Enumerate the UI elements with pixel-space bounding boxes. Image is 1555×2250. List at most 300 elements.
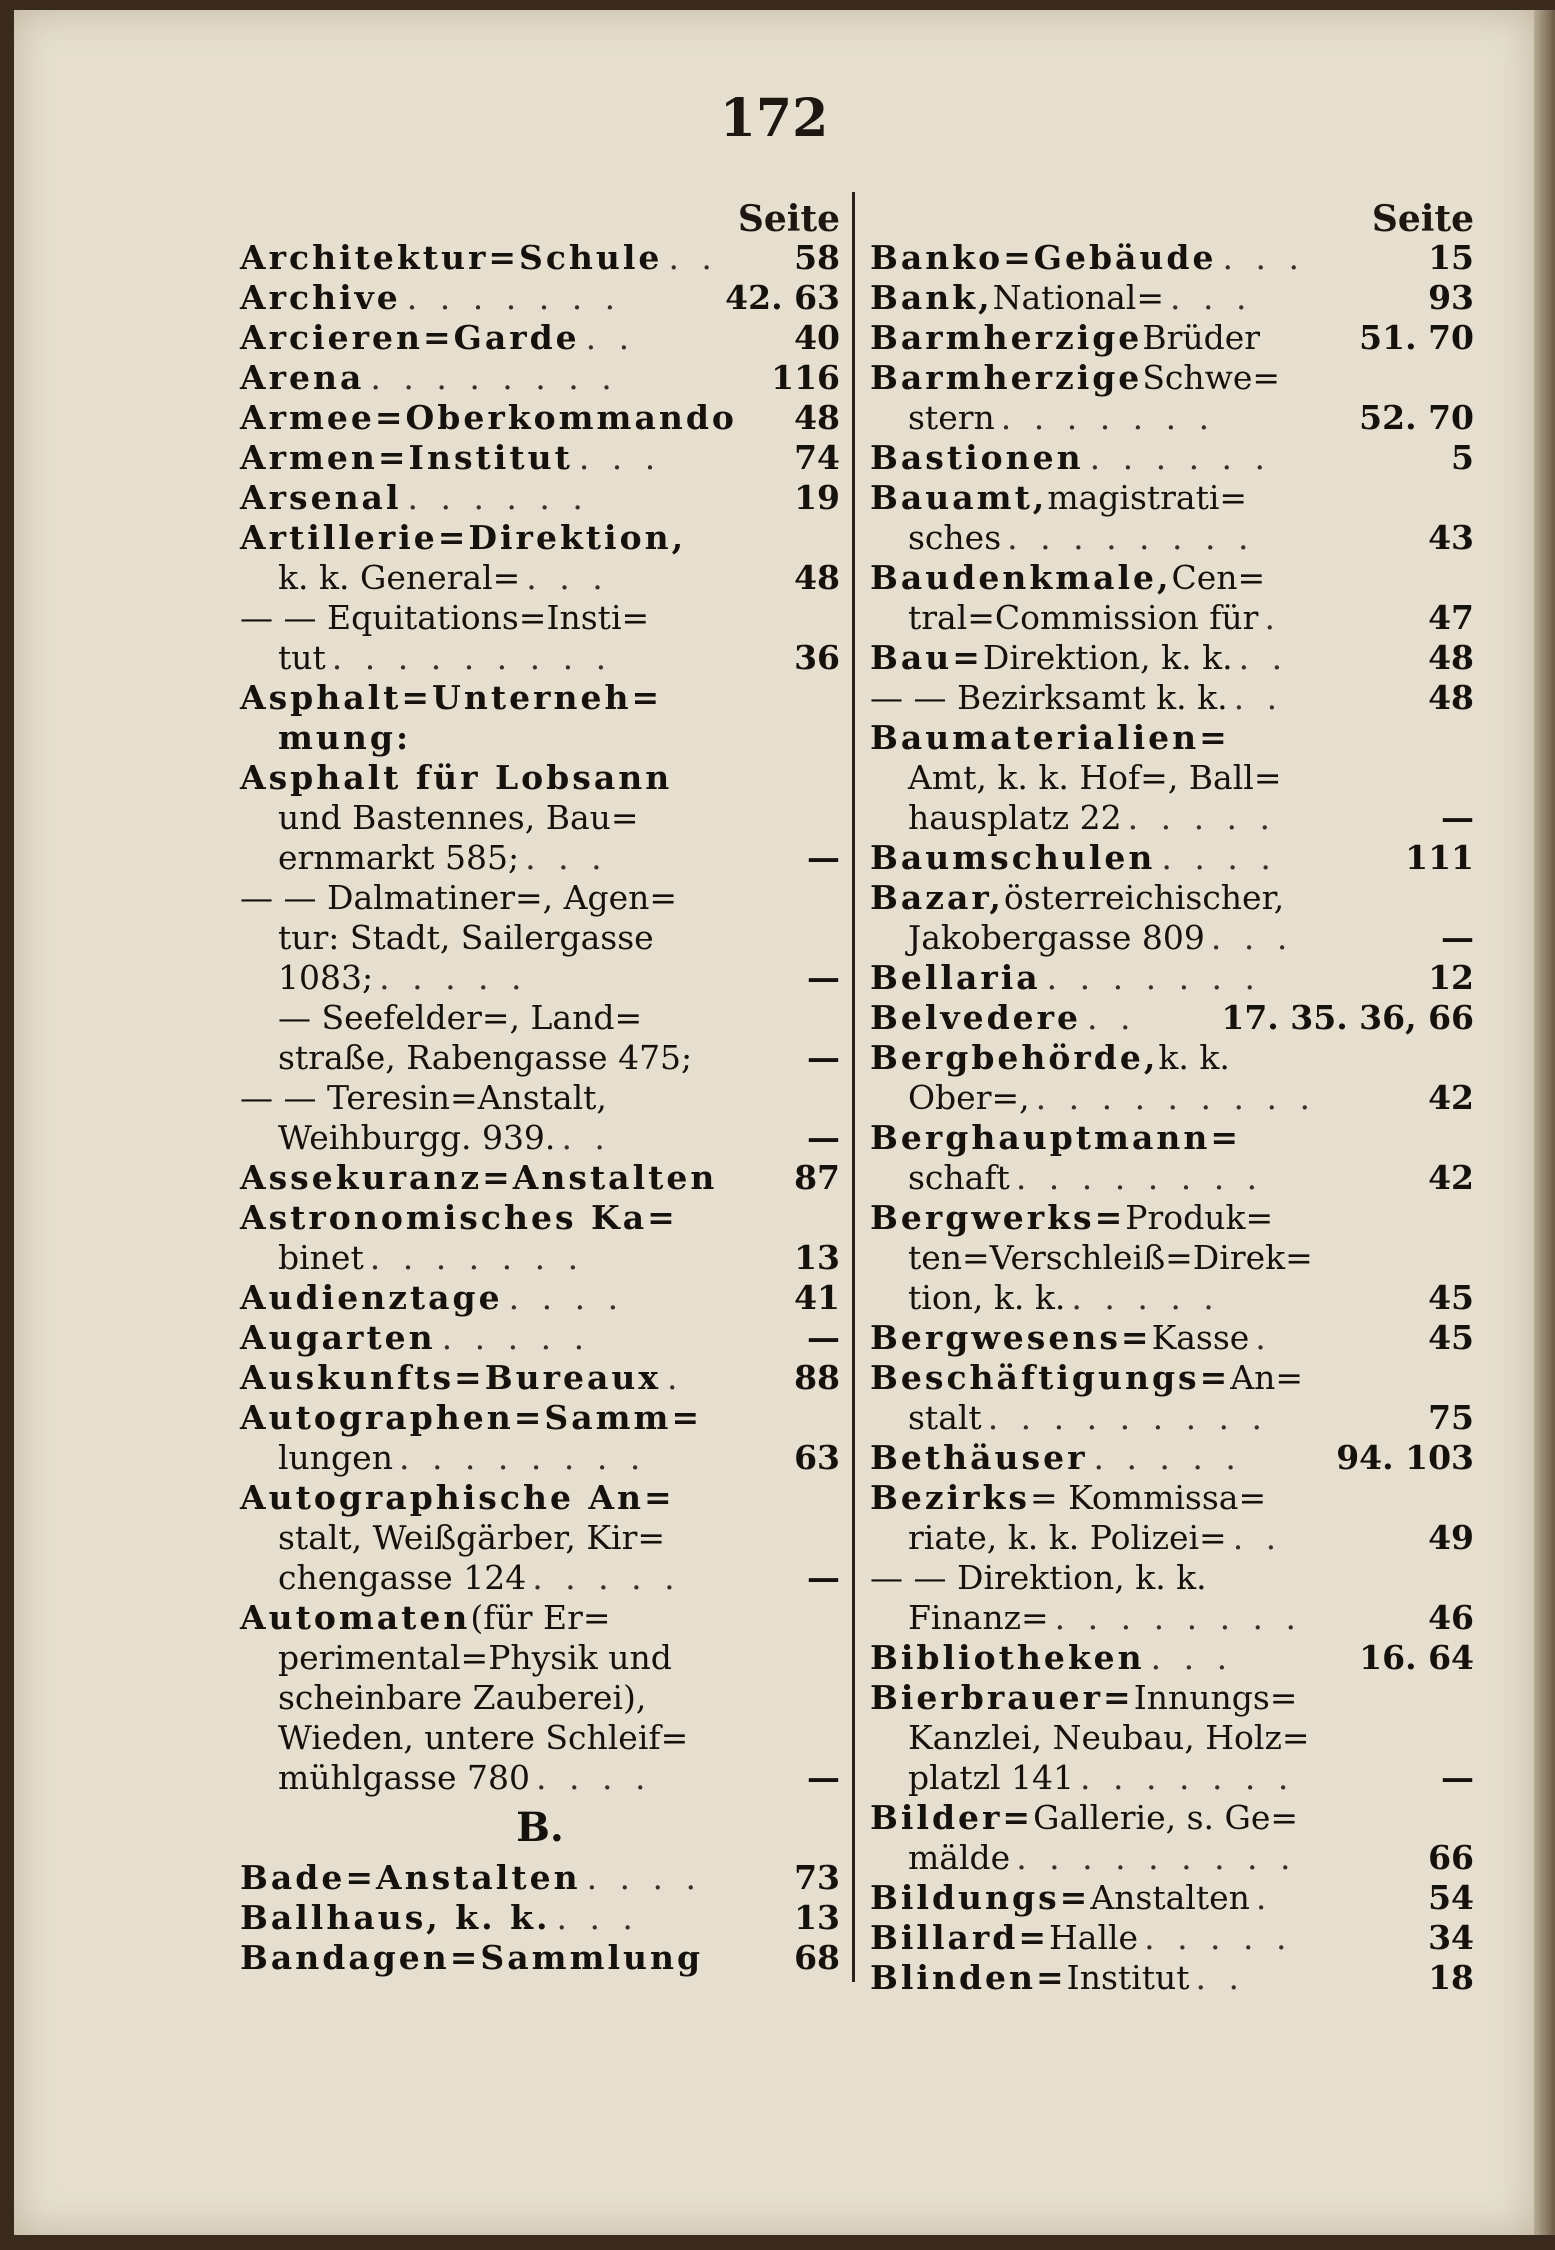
index-entry — [870, 478, 1474, 518]
index-entry — [240, 918, 840, 958]
index-entry — [870, 1758, 1474, 1798]
entry-text: Brüder — [1142, 318, 1261, 357]
entry-text: Schwe= — [1142, 358, 1281, 397]
index-entry — [240, 958, 840, 998]
entry-page-ref: — — [807, 1038, 840, 1077]
entry-leader-dots: . . . . . — [379, 958, 528, 997]
entry-page-ref: 88 — [794, 1358, 840, 1397]
entry-text: Weihburgg. 939. — [278, 1118, 556, 1157]
index-entry — [240, 1318, 840, 1358]
index-entry — [870, 438, 1474, 478]
index-entry — [240, 1278, 840, 1318]
entry-text: Institut — [1066, 1958, 1190, 1997]
entry-text: hausplatz 22 — [908, 798, 1122, 837]
index-entry — [240, 438, 840, 478]
entry-leader-dots: . . . — [556, 1898, 639, 1937]
entry-term: Bezirks — [870, 1478, 1030, 1517]
entry-term: Bilder= — [870, 1798, 1034, 1837]
entry-page-ref: 15 — [1428, 238, 1474, 277]
entry-text: riate, k. k. Polizei= — [908, 1518, 1227, 1557]
entry-text: Kanzlei, Neubau, Holz= — [908, 1718, 1310, 1757]
entry-term: Bethäuser — [870, 1438, 1088, 1477]
index-entry — [870, 1158, 1474, 1198]
entry-page-ref: 68 — [794, 1938, 840, 1977]
index-entry — [870, 678, 1474, 718]
entry-term: Armen=Institut — [240, 438, 573, 477]
entry-leader-dots: . . — [668, 238, 718, 277]
entry-text: magistrati= — [1047, 478, 1248, 517]
entry-page-ref: 42 — [1428, 1078, 1474, 1117]
index-entry — [870, 1958, 1474, 1998]
entry-leader-dots: . . . . . . . — [1080, 1758, 1295, 1797]
entry-leader-dots: . . . . . . . . . — [331, 638, 613, 677]
entry-term: Arsenal — [240, 478, 402, 517]
entry-text: Finanz= — [908, 1598, 1049, 1637]
entry-page-ref: — — [1441, 798, 1474, 837]
index-entry — [870, 1238, 1474, 1278]
entry-text: (für Er= — [470, 1598, 611, 1637]
index-entry — [240, 1358, 840, 1398]
entry-page-ref: — — [807, 1758, 840, 1797]
entry-term: Artillerie=Direktion, — [240, 518, 687, 557]
entry-leader-dots: . . . . — [1161, 838, 1277, 877]
entry-page-ref: 48 — [794, 398, 840, 437]
entry-term: Bandagen=Sammlung — [240, 1938, 704, 1977]
index-entry — [240, 1238, 840, 1278]
index-entry — [870, 1678, 1474, 1718]
entry-term: Beschäftigungs= — [870, 1358, 1231, 1397]
index-entry — [240, 678, 840, 718]
entry-leader-dots: . . . . . — [441, 1318, 591, 1357]
entry-leader-dots: . . — [1233, 678, 1284, 717]
entry-text: — — Equitations=Insti= — [240, 598, 650, 637]
entry-text: — — Bezirksamt k. k. — [870, 678, 1228, 717]
index-entry — [240, 478, 840, 518]
entry-page-ref: 63 — [794, 1438, 840, 1477]
index-entry — [240, 838, 840, 878]
index-entry — [870, 638, 1474, 678]
entry-leader-dots: . . . . . — [1144, 1918, 1293, 1957]
entry-text: Wieden, untere Schleif= — [278, 1718, 689, 1757]
entry-page-ref: 42 — [1428, 1158, 1474, 1197]
entry-term: Autographen=Samm= — [240, 1398, 703, 1437]
entry-leader-dots: . — [1255, 1878, 1273, 1917]
entry-text: Amt, k. k. Hof=, Ball= — [908, 758, 1282, 797]
entry-page-ref: 116 — [771, 358, 840, 397]
index-entry — [870, 918, 1474, 958]
entry-page-ref: — — [807, 1558, 840, 1597]
entry-text: Kasse — [1151, 1318, 1250, 1357]
entry-leader-dots: . . . — [578, 438, 662, 477]
entry-text: — — Direktion, k. k. — [870, 1558, 1207, 1597]
entry-leader-dots: . — [1264, 598, 1281, 637]
entry-page-ref: 12 — [1428, 958, 1474, 997]
index-entry — [870, 238, 1474, 278]
section-heading-b: B. — [516, 1804, 564, 1851]
index-entry — [240, 598, 840, 638]
entry-text: Ober=, — [908, 1078, 1030, 1117]
entry-text: chengasse 124 — [278, 1558, 527, 1597]
entry-page-ref: — — [807, 1118, 840, 1157]
index-entry — [240, 1638, 840, 1678]
entry-text: An= — [1230, 1358, 1304, 1397]
entry-term: Bergbehörde, — [870, 1038, 1159, 1077]
entry-leader-dots: . . . . . . . . . — [1016, 1838, 1297, 1877]
index-entry — [240, 1438, 840, 1478]
entry-page-ref: — — [1441, 1758, 1474, 1797]
entry-text: schaft — [908, 1158, 1010, 1197]
entry-page-ref: 73 — [794, 1858, 840, 1897]
entry-term: Berghauptmann= — [870, 1118, 1241, 1157]
entry-text: tur: Stadt, Sailergasse — [278, 918, 654, 957]
entry-text: stalt — [908, 1398, 982, 1437]
index-entry — [240, 798, 840, 838]
entry-term: Baumschulen — [870, 838, 1156, 877]
column-header-seite: Seite — [737, 198, 840, 240]
index-entry — [240, 1078, 840, 1118]
index-entry — [870, 758, 1474, 798]
entry-leader-dots: . — [667, 1358, 684, 1397]
index-entry — [870, 1478, 1474, 1518]
entry-term: mung: — [278, 718, 412, 757]
entry-text: tut — [278, 638, 326, 677]
index-entry — [870, 558, 1474, 598]
entry-leader-dots: . . . . . . . . — [1054, 1598, 1303, 1637]
entry-leader-dots: . . — [1238, 638, 1289, 677]
index-entry — [240, 1758, 840, 1798]
entry-text: k. k. General= — [278, 558, 521, 597]
entry-page-ref: 66 — [1428, 1838, 1474, 1877]
index-entry — [870, 1518, 1474, 1558]
index-entry — [240, 1038, 840, 1078]
index-entry — [240, 1198, 840, 1238]
entry-term: Bibliotheken — [870, 1638, 1145, 1677]
entry-page-ref: — — [807, 838, 840, 877]
entry-term: Assekuranz=Anstalten — [240, 1158, 718, 1197]
entry-term: Barmherzige — [870, 318, 1143, 357]
entry-page-ref: — — [807, 1318, 840, 1357]
index-entry — [870, 1078, 1474, 1118]
index-entry — [240, 398, 840, 438]
entry-page-ref: 18 — [1428, 1958, 1474, 1997]
entry-page-ref: 58 — [794, 238, 840, 277]
entry-text: Halle — [1049, 1918, 1139, 1957]
entry-text: Cen= — [1171, 558, 1266, 597]
entry-leader-dots: . . — [1087, 998, 1137, 1037]
entry-term: Arena — [240, 358, 365, 397]
entry-page-ref: 52. 70 — [1359, 398, 1474, 437]
index-entry — [240, 1158, 840, 1198]
entry-leader-dots: . . . . . . — [407, 478, 589, 517]
entry-text: mühlgasse 780 — [278, 1758, 531, 1797]
column-header-seite: Seite — [1371, 198, 1474, 240]
entry-page-ref: 41 — [794, 1278, 840, 1317]
index-entry — [240, 1478, 840, 1518]
entry-leader-dots: . . . . . . . . — [1007, 518, 1255, 557]
index-entries-b-left — [240, 1858, 840, 1978]
entry-term: Archive — [240, 278, 401, 317]
index-entry — [870, 398, 1474, 438]
entry-leader-dots: . . . . — [586, 1858, 703, 1897]
entry-page-ref: 47 — [1428, 598, 1474, 637]
entry-page-ref: 111 — [1405, 838, 1474, 877]
entry-term: Billard= — [870, 1918, 1049, 1957]
entry-text: binet — [278, 1238, 364, 1277]
index-entry — [870, 518, 1474, 558]
entry-leader-dots: . . — [1195, 1958, 1245, 1997]
index-entry — [870, 1638, 1474, 1678]
index-entry — [240, 1598, 840, 1638]
entry-page-ref: 42. 63 — [725, 278, 840, 317]
entry-text: ten=Verschleiß=Direk= — [908, 1238, 1313, 1277]
entry-leader-dots: . . — [1232, 1518, 1283, 1557]
index-entry — [870, 998, 1474, 1038]
entry-term: Architektur=Schule — [240, 238, 663, 277]
index-entry — [240, 1678, 840, 1718]
entry-term: Astronomisches Ka= — [240, 1198, 678, 1237]
entry-term: Bergwesens= — [870, 1318, 1152, 1357]
index-entry — [240, 758, 840, 798]
entry-leader-dots: . . . — [1170, 278, 1253, 317]
index-entry — [870, 1038, 1474, 1078]
entry-page-ref: 49 — [1428, 1518, 1474, 1557]
entry-page-ref: 46 — [1428, 1598, 1474, 1637]
entry-leader-dots: . . . . . . . — [406, 278, 622, 317]
index-entry — [870, 1718, 1474, 1758]
index-entry — [870, 878, 1474, 918]
entry-leader-dots: . . . . . . . — [1000, 398, 1216, 437]
index-entry — [870, 798, 1474, 838]
entry-term: Bau= — [870, 638, 983, 677]
entry-page-ref: 87 — [794, 1158, 840, 1197]
index-entry — [870, 598, 1474, 638]
column-divider — [852, 192, 855, 1982]
index-entry — [240, 1558, 840, 1598]
index-entry — [870, 1398, 1474, 1438]
entry-leader-dots: . . . . . . . — [369, 1238, 585, 1277]
entry-page-ref: 48 — [1428, 638, 1474, 677]
entry-term: Audienztage — [240, 1278, 503, 1317]
index-entry — [870, 1358, 1474, 1398]
entry-term: Bierbrauer= — [870, 1678, 1134, 1717]
entry-page-ref: 17. 35. 36, 66 — [1221, 998, 1474, 1037]
entry-text: lungen — [278, 1438, 393, 1477]
index-entry — [240, 1858, 840, 1898]
index-entry — [240, 878, 840, 918]
entry-page-ref: 74 — [794, 438, 840, 477]
entry-leader-dots: . . — [561, 1118, 611, 1157]
entry-term: Bergwerks= — [870, 1198, 1126, 1237]
entry-text: platzl 141 — [908, 1758, 1075, 1797]
index-column-left — [240, 198, 840, 1978]
entry-term: Baudenkmale, — [870, 558, 1172, 597]
entry-text: stalt, Weißgärber, Kir= — [278, 1518, 666, 1557]
entry-page-ref: — — [807, 958, 840, 997]
index-entry — [240, 518, 840, 558]
index-entry — [870, 1318, 1474, 1358]
entry-leader-dots: . . . . . . . . . — [987, 1398, 1269, 1437]
entry-page-ref: 51. 70 — [1359, 318, 1474, 357]
entry-leader-dots: . . . — [526, 558, 609, 597]
index-entry — [240, 318, 840, 358]
page-edge — [1534, 10, 1555, 2235]
entry-leader-dots: . — [1255, 1318, 1272, 1357]
entry-term: Asphalt für Lobsann — [240, 758, 673, 797]
entry-text: — — Teresin=Anstalt, — [240, 1078, 607, 1117]
index-entry — [240, 1718, 840, 1758]
entry-text: — Seefelder=, Land= — [278, 998, 643, 1037]
entry-page-ref: 45 — [1428, 1318, 1474, 1357]
entry-leader-dots: . . . . . . . . — [398, 1438, 647, 1477]
index-entry — [240, 1398, 840, 1438]
index-entry — [870, 318, 1474, 358]
entry-term: Automaten — [240, 1598, 471, 1637]
index-entry — [240, 278, 840, 318]
entry-term: Armee=Oberkommando — [240, 398, 737, 437]
entry-page-ref: 19 — [794, 478, 840, 517]
index-entry — [870, 958, 1474, 998]
entry-page-ref: 94. 103 — [1336, 1438, 1474, 1477]
entry-leader-dots: . . . . — [536, 1758, 652, 1797]
index-column-right — [870, 198, 1474, 1998]
index-entry — [870, 1278, 1474, 1318]
entry-term: Auskunfts=Bureaux — [240, 1358, 662, 1397]
index-entries-a — [240, 238, 840, 1798]
index-entry — [240, 718, 840, 758]
entry-text: National= — [992, 278, 1164, 317]
entry-leader-dots: . . . — [1210, 918, 1294, 957]
entry-text: Jakobergasse 809 — [908, 918, 1205, 957]
entry-text: Anstalten — [1090, 1878, 1250, 1917]
entry-leader-dots: . . . . . — [532, 1558, 681, 1597]
entry-page-ref: 48 — [1428, 678, 1474, 717]
entry-term: Asphalt=Unterneh= — [240, 678, 663, 717]
index-entry — [240, 238, 840, 278]
entry-term: Blinden= — [870, 1958, 1067, 1997]
entry-leader-dots: . . — [585, 318, 636, 357]
index-entry — [240, 558, 840, 598]
entry-term: Bildungs= — [870, 1878, 1091, 1917]
entry-page-ref: 75 — [1428, 1398, 1474, 1437]
entry-leader-dots: . . . . . . . . . — [1035, 1078, 1316, 1117]
entry-term: Ballhaus, k. k. — [240, 1898, 551, 1937]
entry-term: Bauamt, — [870, 478, 1048, 517]
entry-text: k. k. — [1158, 1038, 1230, 1077]
entry-text: tral=Commission für — [908, 598, 1259, 637]
entry-term: Augarten — [240, 1318, 436, 1357]
entry-text: österreichischer, — [1003, 878, 1285, 917]
entry-text: Produk= — [1125, 1198, 1274, 1237]
entry-text: — — Dalmatiner=, Agen= — [240, 878, 678, 917]
index-entry — [240, 1898, 840, 1938]
entry-page-ref: 54 — [1428, 1878, 1474, 1917]
entry-leader-dots: . . . — [525, 838, 608, 877]
entry-term: Arcieren=Garde — [240, 318, 580, 357]
index-entry — [240, 1518, 840, 1558]
entry-leader-dots: . . . . . . — [1089, 438, 1272, 477]
entry-text: 1083; — [278, 958, 374, 997]
entry-page-ref: 93 — [1428, 278, 1474, 317]
entry-term: Bade=Anstalten — [240, 1858, 581, 1897]
entry-page-ref: 34 — [1428, 1918, 1474, 1957]
entry-term: Bazar, — [870, 878, 1004, 917]
index-entry — [240, 638, 840, 678]
entry-text: Gallerie, s. Ge= — [1033, 1798, 1299, 1837]
entry-leader-dots: . . . . . — [1127, 798, 1277, 837]
entry-text: Direktion, k. k. — [982, 638, 1233, 677]
index-entry — [870, 1598, 1474, 1638]
index-entry — [870, 1838, 1474, 1878]
entry-leader-dots: . . . . — [508, 1278, 625, 1317]
index-entry — [870, 1198, 1474, 1238]
entry-term: Baumaterialien= — [870, 718, 1230, 757]
entry-leader-dots: . . . . . . . . — [1015, 1158, 1264, 1197]
index-entry — [870, 718, 1474, 758]
entry-page-ref: 40 — [794, 318, 840, 357]
index-entry — [870, 358, 1474, 398]
page-number: 172 — [719, 88, 829, 149]
index-entries-b-right — [870, 238, 1474, 1998]
entry-term: Banko=Gebäude — [870, 238, 1217, 277]
entry-term: Barmherzige — [870, 358, 1143, 397]
entry-leader-dots: . . . . . . . . — [370, 358, 618, 397]
entry-leader-dots: . . . . . . . — [1046, 958, 1262, 997]
book-page — [14, 10, 1534, 2235]
entry-text: und Bastennes, Bau= — [278, 798, 639, 837]
entry-term: Autographische An= — [240, 1478, 675, 1517]
index-entry — [870, 1118, 1474, 1158]
entry-term: Belvedere — [870, 998, 1082, 1037]
index-entry — [870, 1798, 1474, 1838]
index-entry — [870, 278, 1474, 318]
entry-text: sches — [908, 518, 1002, 557]
entry-page-ref: 36 — [794, 638, 840, 677]
entry-text: scheinbare Zauberei), — [278, 1678, 647, 1717]
entry-page-ref: — — [1441, 918, 1474, 957]
entry-term: Bastionen — [870, 438, 1084, 477]
entry-page-ref: 5 — [1451, 438, 1474, 477]
entry-leader-dots: . . . . . — [1071, 1278, 1220, 1317]
entry-text: Innungs= — [1133, 1678, 1298, 1717]
entry-page-ref: 48 — [794, 558, 840, 597]
entry-text: ernmarkt 585; — [278, 838, 520, 877]
index-entry — [240, 1118, 840, 1158]
index-entry — [870, 1918, 1474, 1958]
entry-page-ref: 45 — [1428, 1278, 1474, 1317]
entry-text: straße, Rabengasse 475; — [278, 1038, 693, 1077]
entry-page-ref: 16. 64 — [1359, 1638, 1474, 1677]
entry-text: = Kommissa= — [1030, 1478, 1267, 1517]
entry-page-ref: 43 — [1428, 518, 1474, 557]
entry-page-ref: 13 — [794, 1238, 840, 1277]
index-entry — [240, 998, 840, 1038]
index-entry — [870, 1438, 1474, 1478]
entry-page-ref: 13 — [794, 1898, 840, 1937]
entry-leader-dots: . . . — [1222, 238, 1305, 277]
entry-text: mälde — [908, 1838, 1011, 1877]
index-entry — [870, 1558, 1474, 1598]
entry-term: Bank, — [870, 278, 993, 317]
entry-leader-dots: . . . . . — [1093, 1438, 1242, 1477]
entry-leader-dots: . . . — [1150, 1638, 1234, 1677]
entry-text: tion, k. k. — [908, 1278, 1066, 1317]
index-entry — [870, 838, 1474, 878]
index-entry — [240, 1938, 840, 1978]
index-entry — [870, 1878, 1474, 1918]
entry-text: perimental=Physik und — [278, 1638, 672, 1677]
entry-term: Bellaria — [870, 958, 1041, 997]
index-entry — [240, 358, 840, 398]
